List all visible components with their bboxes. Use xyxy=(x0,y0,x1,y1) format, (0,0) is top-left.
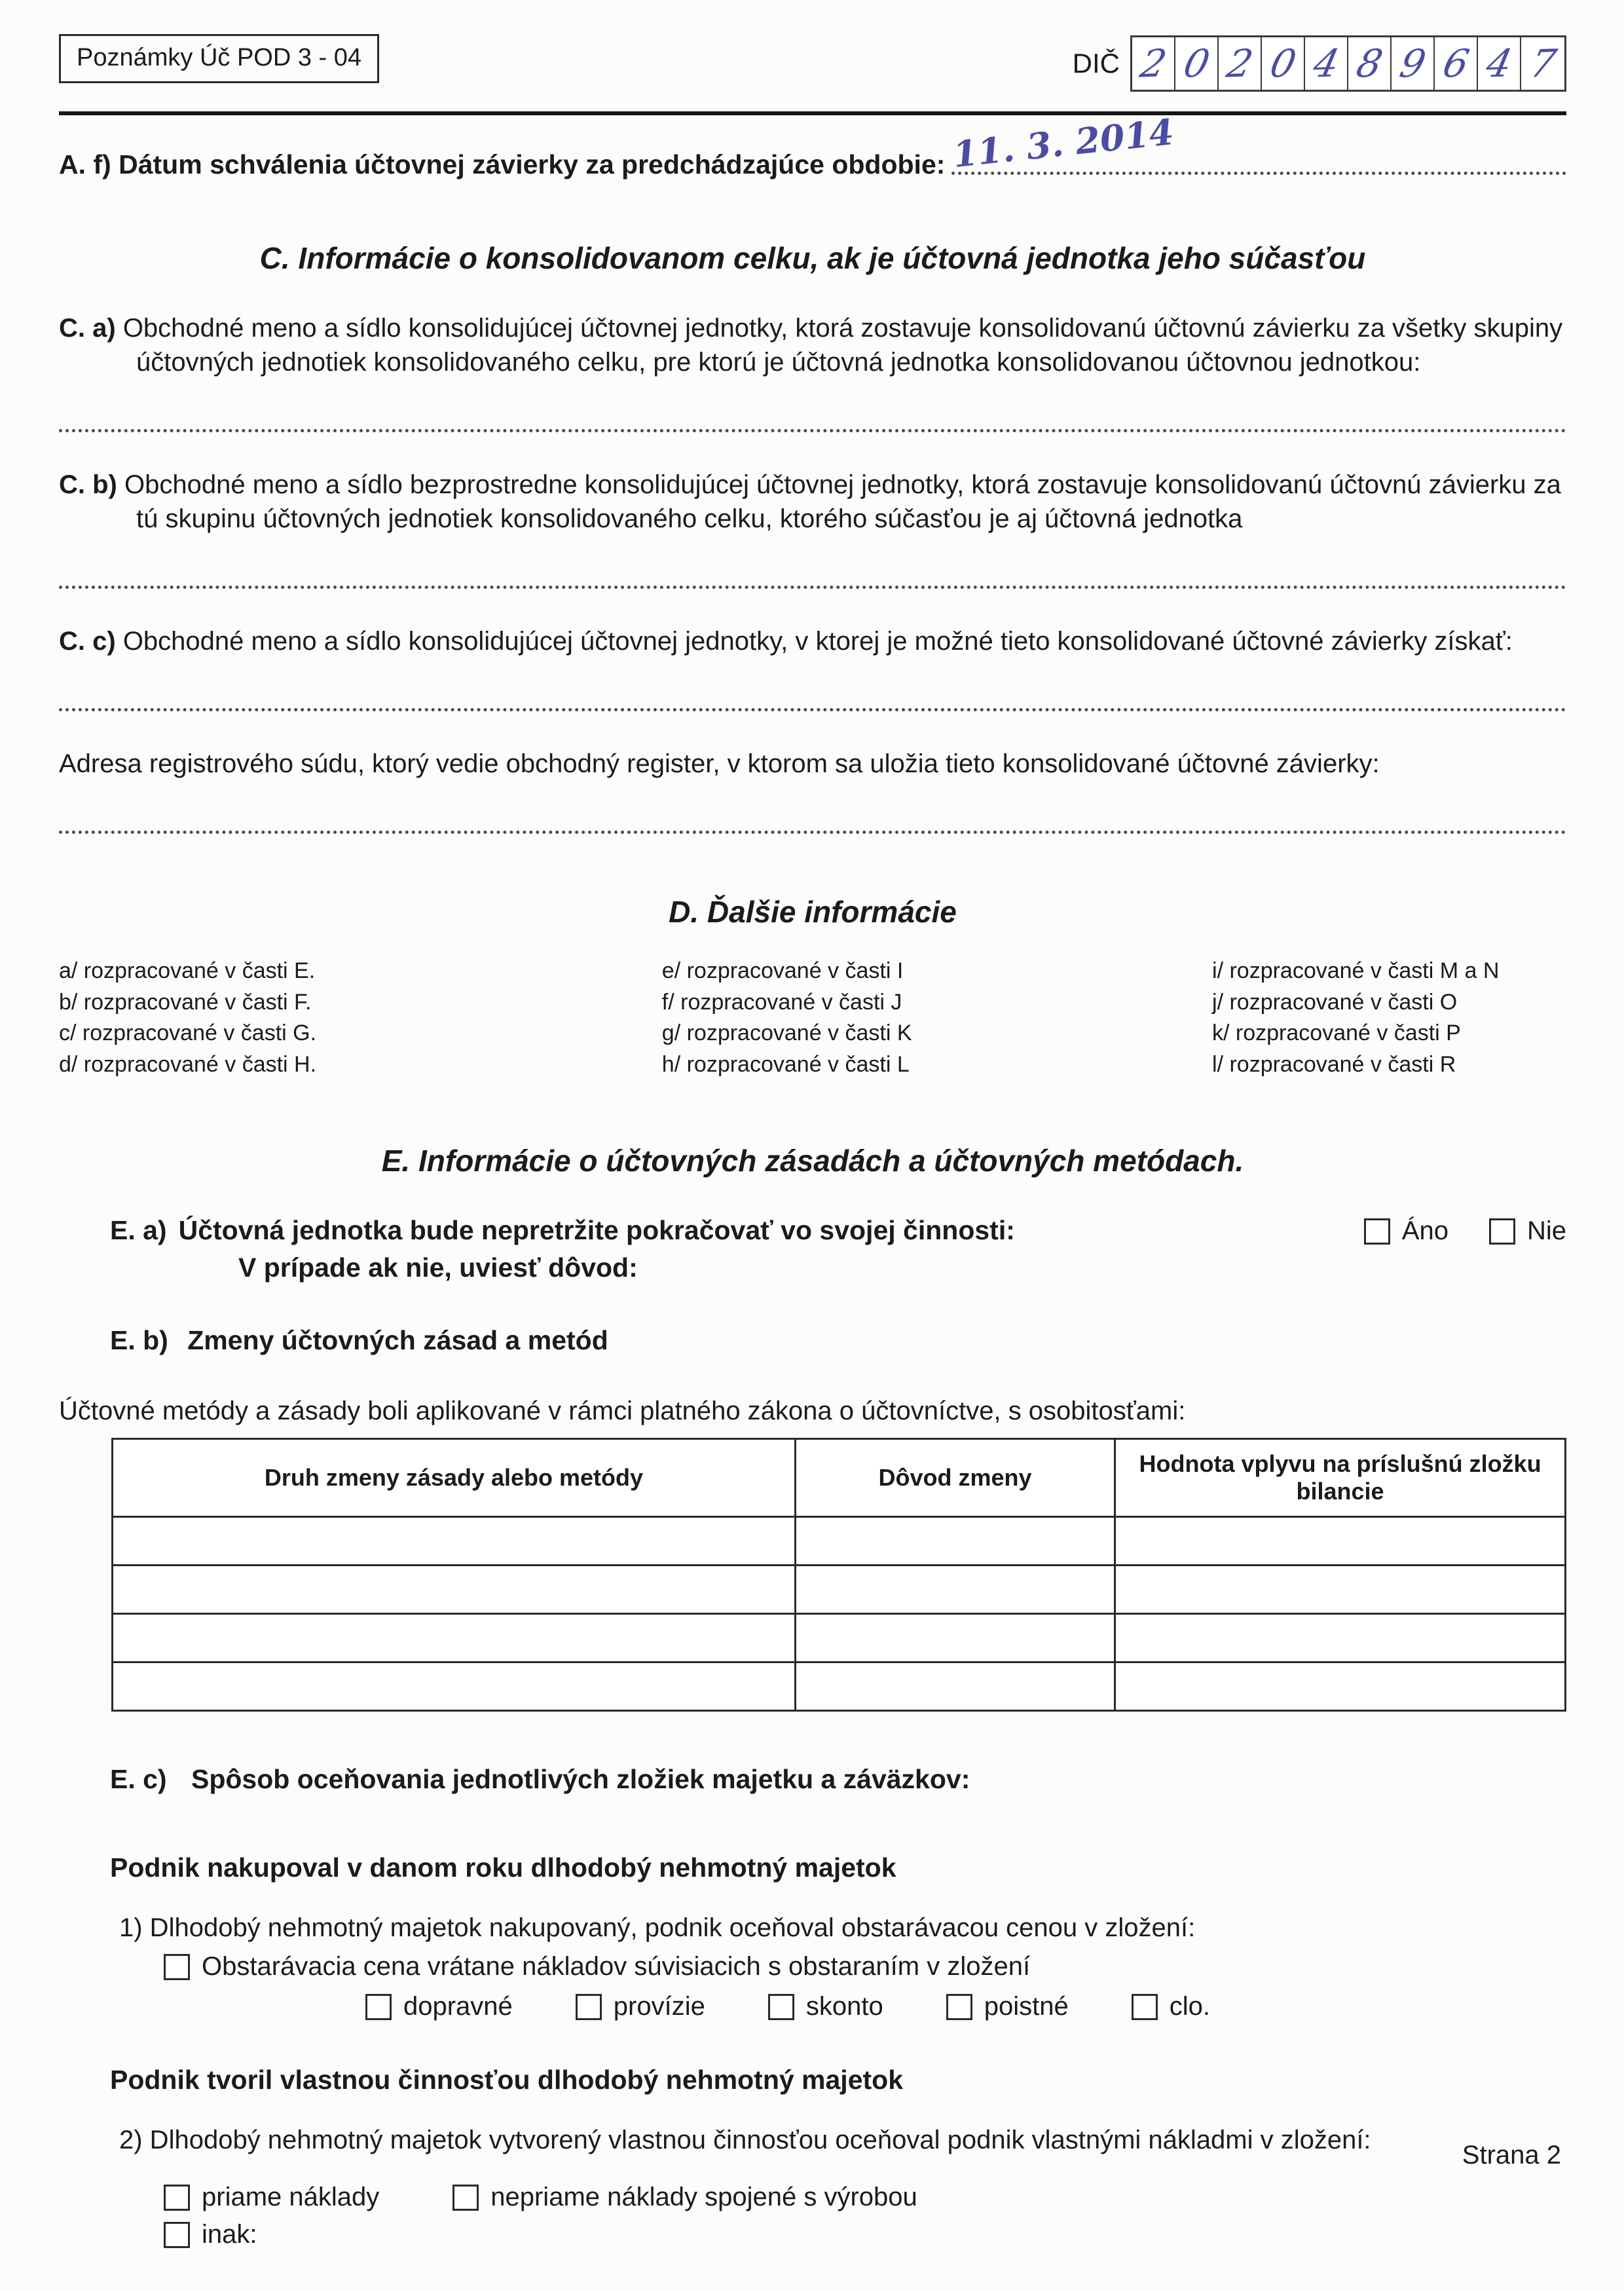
dic-digit-cell[interactable] xyxy=(1305,37,1348,90)
dic-digit: 6 xyxy=(1439,41,1473,86)
d-item: f/ rozpracované v časti J xyxy=(661,989,902,1015)
dic-digit-cell[interactable] xyxy=(1521,37,1564,90)
d-item: i/ rozpracované v časti M a N xyxy=(1212,958,1500,983)
other-option-row xyxy=(164,2220,1566,2249)
dic-digit: 2 xyxy=(1223,41,1257,86)
section-e-b xyxy=(110,1325,1566,1356)
dic-digit: 0 xyxy=(1179,41,1213,86)
dic-area xyxy=(1073,35,1566,92)
table-row xyxy=(113,1662,1566,1711)
checkbox-icon[interactable] xyxy=(1364,1218,1390,1245)
page-number: Strana 2 xyxy=(1462,2141,1561,2169)
table-cell[interactable] xyxy=(795,1662,1115,1711)
dic-digit-cell[interactable] xyxy=(1132,37,1175,90)
own-cost-options xyxy=(164,2183,1566,2212)
dic-digit: 4 xyxy=(1309,41,1343,86)
section-e-a-sub: V prípade ak nie, uviesť dôvod: xyxy=(238,1252,638,1283)
table-cell[interactable] xyxy=(1115,1614,1566,1662)
checkbox-label: skonto xyxy=(805,1992,883,2021)
dic-digit: 0 xyxy=(1266,41,1300,86)
table-cell[interactable] xyxy=(795,1517,1115,1566)
section-e-a xyxy=(59,1215,1566,1246)
checkbox-label: dopravné xyxy=(403,1992,513,2021)
form-id-box xyxy=(59,34,379,83)
checkbox-icon[interactable] xyxy=(452,2185,479,2211)
checkbox-label: provízie xyxy=(613,1992,705,2021)
section-d-title: D. Ďalšie informácie xyxy=(669,895,957,929)
section-d-col1 xyxy=(59,956,662,1080)
dic-digit-cell[interactable] xyxy=(1348,37,1392,90)
item-label: C. c) xyxy=(59,627,116,656)
section-e-c xyxy=(110,1764,1566,1795)
d-item: e/ rozpracované v časti I xyxy=(661,958,904,983)
section-d-columns xyxy=(59,956,1566,1080)
d-item: k/ rozpracované v časti P xyxy=(1212,1021,1461,1046)
checkbox-label: Obstarávacia cena vrátane nákladov súvisiacich s obstaraním v zložení xyxy=(202,1952,1031,1981)
acquisition-cost-checkbox-row xyxy=(164,1952,1566,1981)
page-header xyxy=(59,34,1566,92)
dic-digit-cell[interactable] xyxy=(1478,37,1521,90)
item-text: Účtovná jednotka bude nepretržite pokračovať vo svojej činnosti: xyxy=(178,1215,1015,1246)
header-divider xyxy=(59,111,1566,115)
going-concern-options xyxy=(1364,1216,1566,1246)
checkbox-nie[interactable] xyxy=(1489,1216,1566,1246)
item-text: Spôsob oceňovania jednotlivých zložiek majetku a záväzkov: xyxy=(191,1764,970,1795)
checkbox-icon[interactable] xyxy=(164,2185,190,2211)
dic-digit: 2 xyxy=(1136,41,1170,86)
checkbox-label: poistné xyxy=(984,1992,1069,2021)
section-d-col2 xyxy=(662,956,1212,1080)
registry-address-text: Adresa registrového súdu, ktorý vedie obchodný register, v ktorom sa uložia tieto konsolidované účtovné závierky: xyxy=(59,749,1380,778)
dic-digit-cell[interactable] xyxy=(1175,37,1219,90)
form-id: Poznámky Úč POD 3 - 04 xyxy=(77,44,362,71)
consolidating-entity-field[interactable] xyxy=(59,429,1566,432)
section-c-item-b xyxy=(59,468,1566,536)
section-c-item-a xyxy=(59,311,1566,379)
item-label: E. c) xyxy=(110,1764,167,1795)
d-item: d/ rozpracované v časti H. xyxy=(59,1051,317,1077)
approval-date-field[interactable] xyxy=(951,110,1566,176)
checkbox-label: Áno xyxy=(1401,1216,1449,1246)
checkbox-label: inak: xyxy=(202,2220,257,2249)
section-e-title: E. Informácie o účtovných zásadách a účtovných metódach. xyxy=(381,1144,1244,1178)
dic-input-grid[interactable] xyxy=(1130,35,1566,92)
table-cell[interactable] xyxy=(1115,1517,1566,1566)
checkbox-icon[interactable] xyxy=(946,1994,972,2020)
table-row xyxy=(113,1566,1566,1614)
checkbox-obstaravacia-cena[interactable] xyxy=(164,1954,190,1980)
table-cell[interactable] xyxy=(1115,1566,1566,1614)
registry-address-field[interactable] xyxy=(59,831,1566,834)
d-item: g/ rozpracované v časti K xyxy=(661,1021,912,1046)
table-row xyxy=(113,1517,1566,1566)
dic-digit-cell[interactable] xyxy=(1392,37,1435,90)
checkbox-ano[interactable] xyxy=(1364,1216,1449,1246)
checkbox-priame-naklady[interactable] xyxy=(164,2183,379,2212)
section-d-col3 xyxy=(1212,956,1566,1080)
dic-digit: 7 xyxy=(1526,41,1560,86)
item-text: Obchodné meno a sídlo konsolidujúcej účtovnej jednotky, v ktorej je možné tieto konsolidované účtovné závierky získať: xyxy=(122,627,1513,656)
item-label: E. b) xyxy=(110,1325,168,1356)
table-row xyxy=(113,1614,1566,1662)
direct-consolidating-entity-field[interactable] xyxy=(59,586,1566,589)
checkbox-icon[interactable] xyxy=(576,1994,602,2020)
checkbox-icon[interactable] xyxy=(768,1994,794,2020)
changes-table xyxy=(111,1438,1566,1712)
col-header-impact: Hodnota vplyvu na príslušnú zložku bilancie xyxy=(1115,1439,1566,1517)
d-item: a/ rozpracované v časti E. xyxy=(59,958,316,983)
d-item: c/ rozpracované v časti G. xyxy=(59,1021,317,1046)
item-label: C. a) xyxy=(59,314,116,343)
d-item: l/ rozpracované v časti R xyxy=(1212,1051,1456,1077)
dic-digit-cell[interactable] xyxy=(1219,37,1262,90)
d-item: h/ rozpracované v časti L xyxy=(661,1051,910,1077)
table-cell[interactable] xyxy=(1115,1662,1566,1711)
table-cell[interactable] xyxy=(113,1517,796,1566)
checkbox-label: nepriame náklady spojené s výrobou xyxy=(490,2183,917,2212)
block1-intro: 1) Dlhodobý nehmotný majetok nakupovaný, podnik oceňoval obstarávacou cenou v zložení: xyxy=(119,1913,1196,1943)
section-c-item-c xyxy=(59,624,1566,658)
section-a-f xyxy=(59,110,1566,180)
table-cell[interactable] xyxy=(795,1614,1115,1662)
col-header-change-type: Druh zmeny zásady alebo metódy xyxy=(113,1439,796,1517)
dic-digit-cell[interactable] xyxy=(1262,37,1305,90)
checkbox-icon[interactable] xyxy=(1132,1994,1158,2020)
section-a-label: A. f) xyxy=(59,149,111,179)
checkbox-clo[interactable] xyxy=(1132,1992,1210,2021)
checkbox-label: Nie xyxy=(1526,1216,1566,1246)
dic-digit: 4 xyxy=(1482,41,1516,86)
checkbox-label: priame náklady xyxy=(202,2183,380,2212)
dic-digit: 9 xyxy=(1395,41,1430,86)
cost-components-options xyxy=(365,1992,1566,2021)
table-cell[interactable] xyxy=(113,1614,796,1662)
section-c-title: C. Informácie o konsolidovanom celku, ak je účtovná jednotka jeho súčasťou xyxy=(259,241,1366,275)
dic-label: DIČ xyxy=(1072,48,1120,79)
handwritten-date: 11. 3. 2014 xyxy=(951,110,1176,176)
section-a-text: Dátum schválenia účtovnej závierky za predchádzajúce obdobie: xyxy=(119,149,946,179)
table-header-row xyxy=(113,1439,1566,1517)
d-item: j/ rozpracované v časti O xyxy=(1212,989,1458,1015)
dic-digit: 8 xyxy=(1352,41,1386,86)
statements-location-field[interactable] xyxy=(59,708,1566,711)
item-label: E. a) xyxy=(110,1215,167,1246)
item-text: Zmeny účtovných zásad a metód xyxy=(187,1325,608,1356)
block1-title: Podnik nakupoval v danom roku dlhodobý nehmotný majetok xyxy=(110,1852,896,1883)
item-text: Obchodné meno a sídlo bezprostredne konsolidujúcej účtovnej jednotky, ktorá zostavuje konsolidovanú účtovnú závierku za tú skupinu účtovných jednotiek konsolidovaného celku, ktorého súčasťou je aj účtovná jednotka xyxy=(124,470,1561,533)
checkbox-nepriame-naklady[interactable] xyxy=(452,2183,917,2212)
checkbox-inak[interactable] xyxy=(164,2222,190,2248)
section-e-b-note: Účtovné metódy a zásady boli aplikované v rámci platného zákona o účtovníctve, s osobitosťami: xyxy=(59,1397,1186,1426)
table-cell[interactable] xyxy=(113,1566,796,1614)
checkbox-provizie[interactable] xyxy=(576,1992,705,2021)
checkbox-icon[interactable] xyxy=(1489,1218,1515,1245)
table-cell[interactable] xyxy=(113,1662,796,1711)
checkbox-dopravne[interactable] xyxy=(365,1992,513,2021)
dic-digit-cell[interactable] xyxy=(1435,37,1478,90)
checkbox-label: clo. xyxy=(1169,1992,1210,2021)
d-item: b/ rozpracované v časti F. xyxy=(59,989,312,1015)
checkbox-icon[interactable] xyxy=(365,1994,392,2020)
checkbox-poistne[interactable] xyxy=(946,1992,1069,2021)
block2-intro: 2) Dlhodobý nehmotný majetok vytvorený vlastnou činnosťou oceňoval podnik vlastnými nákladmi v zložení: xyxy=(119,2126,1371,2155)
item-label: C. b) xyxy=(59,470,117,499)
checkbox-skonto[interactable] xyxy=(768,1992,883,2021)
table-cell[interactable] xyxy=(795,1566,1115,1614)
item-text: Obchodné meno a sídlo konsolidujúcej účtovnej jednotky, ktorá zostavuje konsolidovanú účtovnú závierku za všetky skupiny účtovných jednotiek konsolidovaného celku, pre ktorú je účtovná jednotka konsolidovanou účtovnou jednotkou: xyxy=(122,314,1563,377)
block2-title: Podnik tvoril vlastnou činnosťou dlhodobý nehmotný majetok xyxy=(110,2065,904,2095)
col-header-reason: Dôvod zmeny xyxy=(795,1439,1115,1517)
